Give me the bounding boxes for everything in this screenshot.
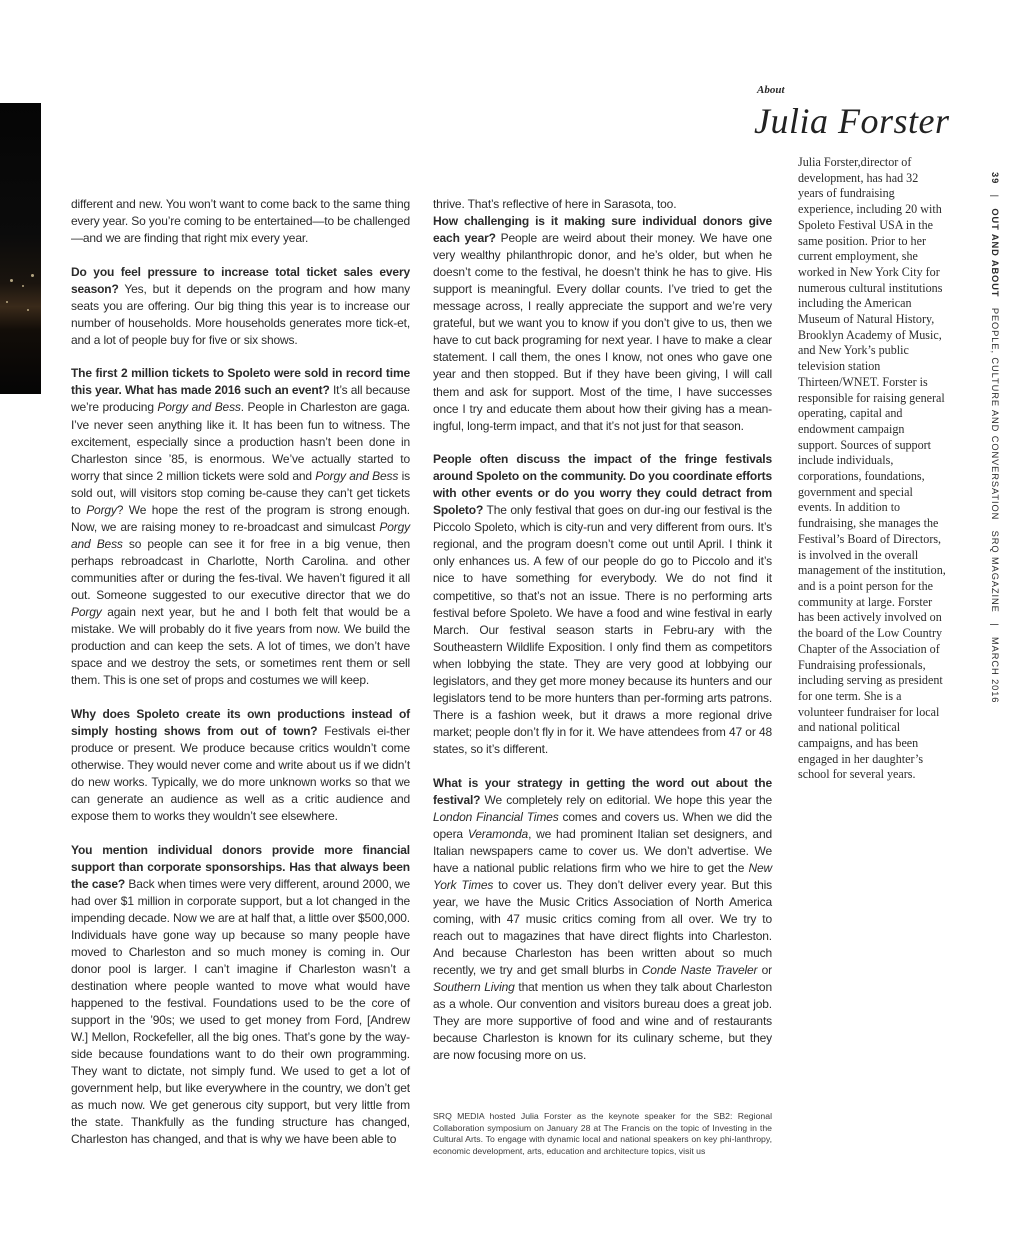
page-number: 39 (990, 172, 1000, 185)
qa-paragraph (71, 842, 410, 1149)
question: People often discuss the impact of the fringe festivals around Spoleto on the community. Do you coordinate efforts with other events or do you worry they could detract from Spoleto? (433, 452, 772, 518)
section-name: OUT AND ABOUT (990, 208, 1000, 298)
question: What is your strategy in getting the word out about the festival? (433, 775, 772, 807)
answer-text: comes and covers us. When we did the opera (433, 809, 772, 841)
about-label: About (757, 84, 785, 96)
title-italic: Porgy and Bess (157, 400, 241, 415)
title-italic: Porgy and Bess (71, 519, 410, 551)
subsection-name: PEOPLE, CULTURE AND CONVERSATION (990, 307, 1000, 521)
running-header (990, 172, 1000, 703)
qa-paragraph (71, 706, 410, 825)
qa-paragraph (433, 451, 772, 758)
magazine-name: SRQ MAGAZINE (990, 530, 1000, 613)
title-italic: Porgy (86, 502, 117, 517)
question: Do you feel pressure to increase total ticket sales every season? (71, 264, 410, 296)
question: You mention individual donors provide more financial support than corporate sponsorships. Has that always been the case? (71, 842, 410, 891)
qa-paragraph (71, 264, 410, 349)
paragraph (433, 196, 772, 213)
answer-text: so people can see it for free in a big venue, then perhaps rebroadcast in Charlotte, North Carolina. and other communities after or during the fes-tival. We haven’t figured it all out. Someone suggested to our executive director that we do (71, 536, 410, 602)
title-italic: Porgy (71, 605, 102, 620)
about-name: Julia Forster (754, 101, 950, 141)
question: Why does Spoleto create its own productions instead of simply hosting shows from out of town? (71, 706, 410, 738)
answer-text: It’s all because we’re producing (71, 383, 410, 415)
answer-text: , we had prominent Italian set designers, and Italian newspapers came to cover us. We don’t advertise. We have a national public relations firm who we hire to get the (433, 826, 772, 875)
title-italic: London Financial Times (433, 809, 559, 824)
article-column-middle (433, 196, 772, 1081)
title-italic: Southern Living (433, 980, 515, 995)
photo-edge (0, 103, 41, 394)
answer-text: different and new. You won’t want to come back to the same thing every year. So you’re coming to be entertained—to be challenged—and we are finding that right mix every year. (71, 197, 410, 246)
article-column-left (71, 196, 410, 1165)
answer-text: People are weird about their money. We have one very wealthy philanthropic donor, and he’s older, but when he doesn’t come to the festival, he doesn’t think he has to give. His support is meaningful. Every dollar counts. I’ve tried to get the message across, I really appreciate the support and we’re very grateful, but we want you to know if you don’t give to us, then we have to cut back programing for next year. I have to make a clear statement. I call them, the ones I know, not ones who gave one year and then stopped. But if they have been giving, I will call them and ask for support. Most of the time, I have successes once I try and educate them about how their giving has a mean-ingful, long-term impact, and that it’s not just for that season. (433, 231, 772, 433)
answer-text: . People in Charleston are gaga. I’ve never seen anything like it. It has been fun to witness. The excitement, especially since a production hasn’t been done in Charleston since ’85, is enormous. We’ve actually started to worry that since 2 million tickets were sold and (71, 400, 410, 483)
page-sidebar (984, 172, 1000, 704)
answer-text: that mention us when they talk about Charleston as a whole. Our convention and visitors bureau does a great job. They are more supportive of food and wine and of restaurants because Charleston is known for its culinary scheme, but they are now focusing more on us. (433, 980, 772, 1063)
footnote: SRQ MEDIA hosted Julia Forster as the keynote speaker for the SB2: Regional Collaboration symposium on January 28 at The Francis on the topic of Investing in the Cultural Arts. To engage with dynamic local and national speakers on key phi-lanthropy, economic development, arts, education and architecture topics, visit us (433, 1111, 772, 1156)
answer-text: ? We hope the rest of the program is strong enough. Now, we are raising money to re-broadcast and simulcast (71, 502, 410, 534)
qa-paragraph (433, 213, 772, 435)
title-italic: Conde Naste Traveler (641, 963, 758, 978)
title-italic: Porgy and Bess (315, 468, 399, 483)
answer-text: Back when times were very different, around 2000, we had over $1 million in corporate support, but a lot changed in the impending decade. Now we are at half that, a little over $500,000. Individuals have gone way up because so many people have moved to Charleston and so much money is coming in. Our donor pool is larger. I can’t imagine if Charleston wasn’t a destination where people wanted to move what would have happened to the festival. Foundations used to be the core of support in the ’90s; we used to get money from Ford, [Andrew W.] Mellon, Rockefeller, all the big ones. That’s gone by the way-side because foundations want to do their own programming. They want to dictate, not simply fund. We used to get a lot of government help, but like everywhere in the country, we don’t get as much now. We get generous city support, but very little from the state. Thankfully as the funding structure has changed, Charleston has changed, and that is why we have been able to (71, 876, 411, 1147)
title-italic: New York Times (433, 860, 772, 892)
answer-text: Yes, but it depends on the program and how many seats you are offering. Our big thing this year is to increase our number of households. More households generates more tick-et, and a lot of people buy for five or six shows. (71, 281, 410, 347)
answer-text: We completely rely on editorial. We hope this year the (480, 792, 772, 807)
divider: | (990, 623, 1000, 627)
answer-text: or (757, 963, 772, 978)
divider: | (990, 194, 1000, 198)
paragraph (71, 196, 410, 247)
qa-paragraph (71, 365, 410, 689)
question: The first 2 million tickets to Spoleto were sold in record time this year. What has made 2016 such an event? (71, 366, 410, 398)
answer-text: to cover us. They don’t deliver every year. But this year, we have the Music Critics Association of North America coming, with 47 music critics coming from all over. We try to reach out to magazines that have direct flights into Charleston. And because Charleston has been written about so much recently, we try and get small blurbs in (433, 877, 772, 978)
answer-text: is sold out, will visitors stop coming be-cause they can’t get tickets to (71, 468, 410, 517)
answer-text: again next year, but he and I both felt that would be a mistake. We will probably do it five years from now. We build the production and can keep the sets. A lot of times, we don’t have space and we destroy the sets, or sometimes rent them or sell them. This is one set of props and costumes we will keep. (71, 605, 410, 688)
question: How challenging is it making sure individual donors give each year? (433, 214, 772, 246)
answer-text: Festivals ei-ther produce or present. We produce because critics wouldn’t come otherwise. They would never come and write about us if we didn’t do new works. Typically, we do more unknown works so that we can generate an audience as well as a critic audience and expose them to works they wouldn’t see elsewhere. (71, 723, 410, 824)
qa-paragraph (433, 775, 772, 1065)
bio-text: Julia Forster,director of development, has had 32 years of fundraising experience, including 20 with Spoleto Festival USA in the same position. Prior to her current employment, she worked in New York City for numerous cultural institutions including the American Museum of Natural History, Brooklyn Academy of Music, and New York’s public television station Thirteen/WNET. Forster is responsible for raising general operating, capital and endowment campaign support. Sources of support include individuals, corporations, foundations, government and special events. In addition to fundraising, she manages the Festival’s Board of Directors, is involved in the overall management of the institution, and is a point person for the community at large. Forster has been actively involved on the board of the Low Country Chapter of the Association of Fundraising professionals, including serving as president for one term. She is a volunteer fundraiser for local and national political campaigns, and has been engaged in her daughter’s school for several years. (798, 155, 946, 782)
title-italic: Veramonda (467, 826, 529, 841)
answer-text: thrive. That’s reflective of here in Sarasota, too. (433, 197, 677, 211)
answer-text: The only festival that goes on dur-ing our festival is the Piccolo Spoleto, which is city-run and very different from ours. It’s regional, and the program doesn’t come out until April. I think it only enhances us. A few of our people do go to Piccolo and it’s nice to have something for everybody. We do not find it competitive, so that’s not an issue. There is no performing arts festival before Spoleto. We have a food and wine festival in early March. Our festival season starts in Febru-ary with the Southeastern Wildlife Exposition. I only find them as competitors when lobbying the state. They are very good at lobbying our legislators, and they get more money because its hunters and our legislators tend to be more hunters than per-forming arts patrons. There is a fashion week, but it draws a more regional drive market; people don’t fly in for it. We have attendees from 47 or 48 states, so it’s different. (433, 503, 772, 756)
issue-date: MARCH 2016 (990, 637, 1000, 704)
